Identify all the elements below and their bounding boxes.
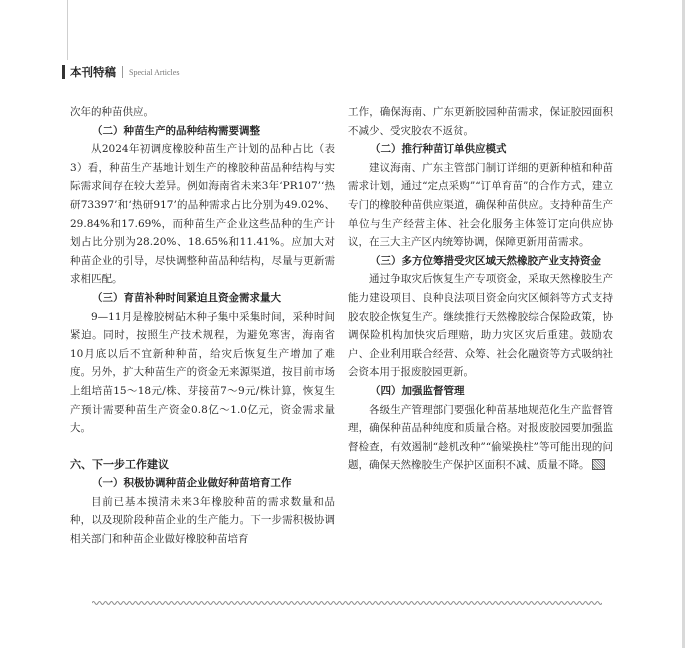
paragraph — [348, 401, 613, 475]
paragraph: 通过争取灾后恢复生产专项资金，采取天然橡胶生产能力建设项目、良种良法项目资金向灾区倾斜等方式支持胶农胶企恢复生产。继续推行天然橡胶综合保险政策，协调保险机构加快灾后理赔，助力灾区灾后重建。鼓励农户、企业利用联合经营、众筹、社会化融资等方式吸纳社会资本用于报废胶园更新。 — [348, 273, 613, 379]
header-separator — [122, 66, 123, 78]
column-subtitle: Special Articles — [129, 67, 180, 77]
paragraph: 工作，确保海南、广东更新胶园种苗需求，保证胶园面积不减少、受灾胶农不返贫。 — [348, 106, 613, 137]
header-bar — [62, 65, 65, 79]
footer-wave-divider — [92, 598, 602, 608]
subheading: （二）种苗生产的品种结构需要调整 — [92, 124, 260, 137]
right-column — [348, 103, 613, 475]
paragraph-text: 各级生产管理部门要强化种苗基地规范化生产监督管理，确保种苗品种纯度和质量合格。对报废胶园要加强监督检查，有效遏制“趁机改种”“偷梁换柱”等可能出现的问题，确保天然橡胶生产保护区面积不减、质量不降。 — [348, 403, 613, 472]
running-header — [62, 64, 179, 80]
column-title: 本刊特稿 — [70, 65, 116, 79]
paragraph: 建议海南、广东主管部门制订详细的更新种植和种苗需求计划，通过“定点采购”“订单育苗”的合作方式，建立专门的橡胶种苗供应渠道，确保种苗供应。支持种苗生产单位与生产经营主体、社会化服务主体签订定向供应协议，在三大主产区内统筹协调，保障更新用苗需求。 — [348, 161, 613, 249]
top-rule — [67, 0, 68, 60]
section-heading: 六、下一步工作建议 — [70, 457, 169, 471]
paragraph: 从2024年初调度橡胶种苗生产计划的品种占比（表3）看，种苗生产基地计划生产的橡胶种苗品种结构与实际需求间存在较大差异。例如海南省未来3年‘PR107’‘热研73397’和‘热研917’的品种需求占比分别为49.02%、29.84%和17.69%，而种苗生产企业这些品种的生产计划占比分别为28.20%、18.65%和11.41%。应加大对种苗企业的引导，尽快调整种苗品种结构，尽量与更新需求相匹配。 — [70, 143, 335, 286]
left-column — [70, 103, 335, 549]
paragraph: 次年的种苗供应。 — [70, 106, 154, 118]
subheading: （四）加强监督管理 — [370, 384, 465, 397]
subheading: （三）多方位筹措受灾区域天然橡胶产业支持资金 — [370, 254, 601, 267]
article-end-icon — [592, 459, 605, 470]
subheading: （二）推行种苗订单供应模式 — [370, 143, 507, 156]
paragraph: 9—11月是橡胶树砧木种子集中采集时间，采种时间紧迫。同时，按照生产技术规程，为避免寒害，海南省10月底以后不宜新种种苗，给灾后恢复生产增加了难度。另外，扩大种苗生产的资金无来源渠道，按目前市场上组培苗15～18元/株、芽接苗7～9元/株计算，恢复生产预计需要种苗生产资金0.8亿～1.0亿元，资金需求量大。 — [70, 310, 335, 435]
subheading: （一）积极协调种苗企业做好种苗培育工作 — [92, 477, 292, 490]
paragraph: 目前已基本摸清未来3年橡胶种苗的需求数量和品种，以及现阶段种苗企业的生产能力。下一步需积极协调相关部门和种苗企业做好橡胶种苗培育 — [70, 495, 335, 546]
subheading: （三）育苗补种时间紧迫且资金需求量大 — [92, 291, 281, 304]
